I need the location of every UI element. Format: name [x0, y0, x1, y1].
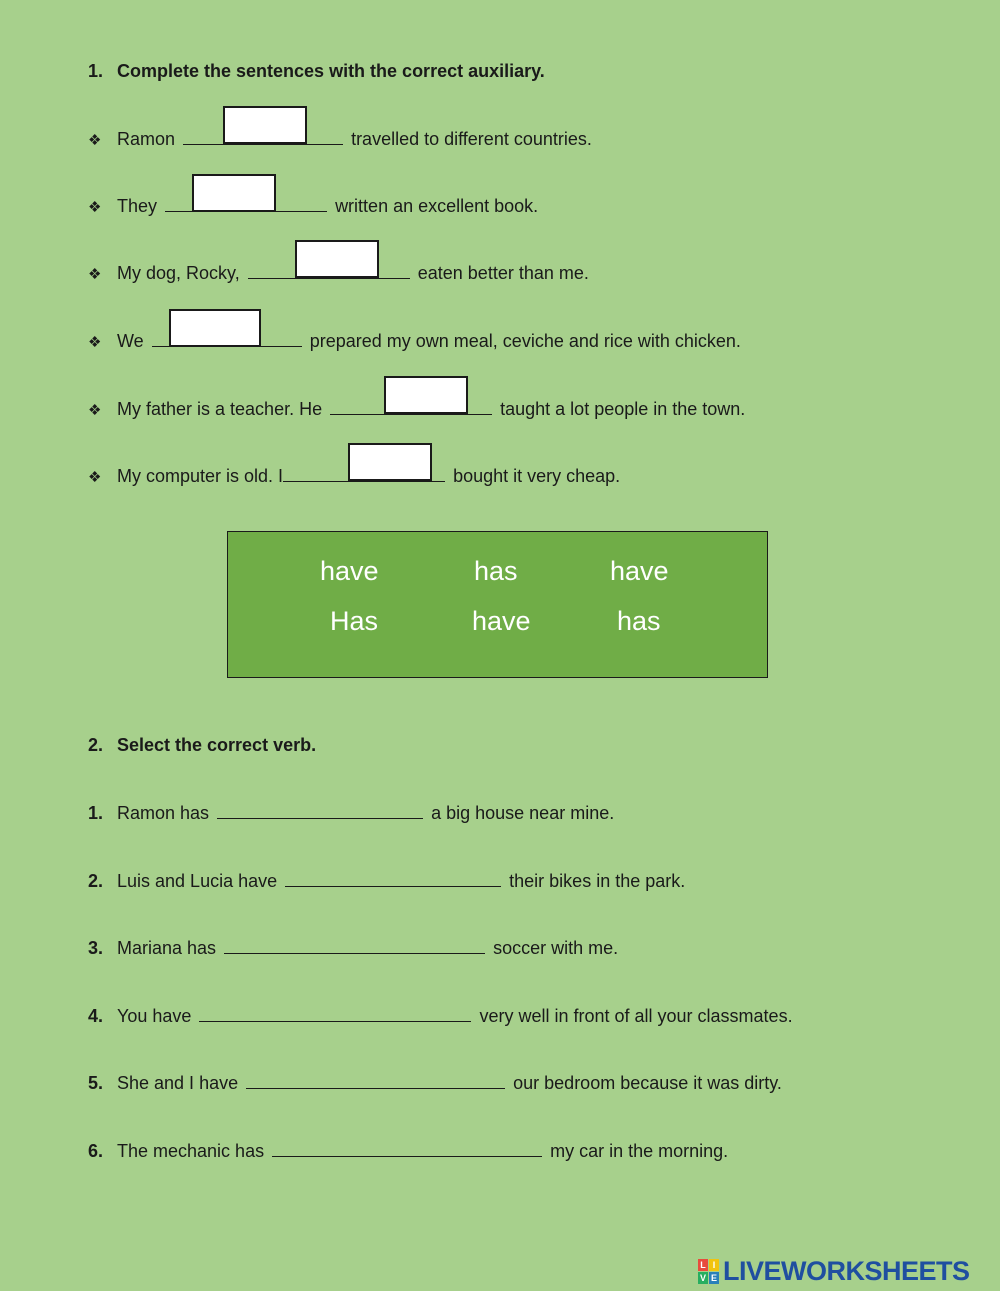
- sentence-start: Ramon: [117, 129, 176, 149]
- word-bank-word: has: [474, 556, 518, 586]
- answer-input-2[interactable]: [192, 174, 276, 212]
- sentence-end: bought it very cheap.: [453, 466, 621, 486]
- item-number: 5.: [88, 1073, 104, 1093]
- list-item: [88, 937, 618, 959]
- sentence-start: Ramon has: [117, 803, 210, 823]
- word-bank-word: have: [320, 556, 379, 586]
- list-item: [88, 195, 538, 217]
- item-number: 1.: [88, 803, 104, 823]
- sentence-end: our bedroom because it was dirty.: [513, 1073, 782, 1093]
- answer-input-4[interactable]: [169, 309, 261, 347]
- sentence-end: a big house near mine.: [431, 803, 615, 823]
- sentence-end: written an excellent book.: [335, 196, 539, 216]
- section-2-heading: [88, 735, 316, 756]
- sentence-end: their bikes in the park.: [509, 871, 686, 891]
- bullet-icon: ❖: [88, 266, 102, 283]
- logo-mark-icon: L I V E: [699, 1259, 717, 1283]
- bullet-icon: ❖: [88, 469, 102, 486]
- sentence-start: My dog, Rocky,: [117, 263, 240, 283]
- sentence-start: Mariana has: [117, 938, 217, 958]
- sentence-start: We: [117, 331, 144, 351]
- section-number: 2.: [88, 735, 104, 755]
- answer-input-1[interactable]: [223, 106, 307, 144]
- answer-blank[interactable]: [285, 870, 501, 887]
- bullet-icon: ❖: [88, 199, 102, 216]
- sentence-start: They: [117, 196, 158, 216]
- answer-blank[interactable]: [217, 802, 423, 819]
- item-number: 3.: [88, 938, 104, 958]
- sentence-end: travelled to different countries.: [351, 129, 592, 149]
- section-title: Complete the sentences with the correct auxiliary.: [117, 61, 545, 81]
- item-number: 6.: [88, 1141, 104, 1161]
- answer-blank[interactable]: [272, 1140, 542, 1157]
- sentence-start: You have: [117, 1006, 192, 1026]
- sentence-end: eaten better than me.: [417, 263, 589, 283]
- word-bank-word: has: [617, 606, 661, 636]
- list-item: [88, 1005, 793, 1027]
- word-bank-word: Has: [330, 606, 379, 636]
- section-1-heading: [88, 61, 545, 82]
- sentence-end: very well in front of all your classmates.: [479, 1006, 793, 1026]
- sentence-start: Luis and Lucia have: [117, 871, 278, 891]
- answer-input-3[interactable]: [295, 240, 379, 278]
- bullet-icon: ❖: [88, 132, 102, 149]
- list-item: [88, 1072, 782, 1094]
- word-bank-word: have: [610, 556, 669, 586]
- bullet-icon: ❖: [88, 334, 102, 351]
- sentence-start: The mechanic has: [117, 1141, 265, 1161]
- item-number: 4.: [88, 1006, 104, 1026]
- answer-blank[interactable]: [199, 1005, 471, 1022]
- section-number: 1.: [88, 61, 104, 81]
- sentence-end: my car in the morning.: [550, 1141, 729, 1161]
- word-bank-word: have: [472, 606, 531, 636]
- answer-blank[interactable]: [246, 1072, 505, 1089]
- list-item: [88, 1140, 728, 1162]
- liveworksheets-logo: [698, 1256, 970, 1287]
- sentence-end: soccer with me.: [493, 938, 619, 958]
- section-title: Select the correct verb.: [117, 735, 317, 755]
- answer-blank[interactable]: [224, 937, 485, 954]
- sentence-end: prepared my own meal, ceviche and rice with chicken.: [309, 331, 741, 351]
- word-bank: [227, 531, 768, 678]
- list-item: [88, 802, 614, 824]
- answer-input-5[interactable]: [384, 376, 468, 414]
- list-item: [88, 128, 592, 150]
- logo-text: LIVEWORKSHEETS: [723, 1256, 970, 1286]
- item-number: 2.: [88, 871, 104, 891]
- sentence-end: taught a lot people in the town.: [500, 399, 746, 419]
- answer-input-6[interactable]: [348, 443, 432, 481]
- sentence-start: My computer is old. I: [117, 466, 284, 486]
- sentence-start: She and I have: [117, 1073, 239, 1093]
- sentence-start: My father is a teacher. He: [117, 399, 323, 419]
- bullet-icon: ❖: [88, 402, 102, 419]
- list-item: [88, 870, 685, 892]
